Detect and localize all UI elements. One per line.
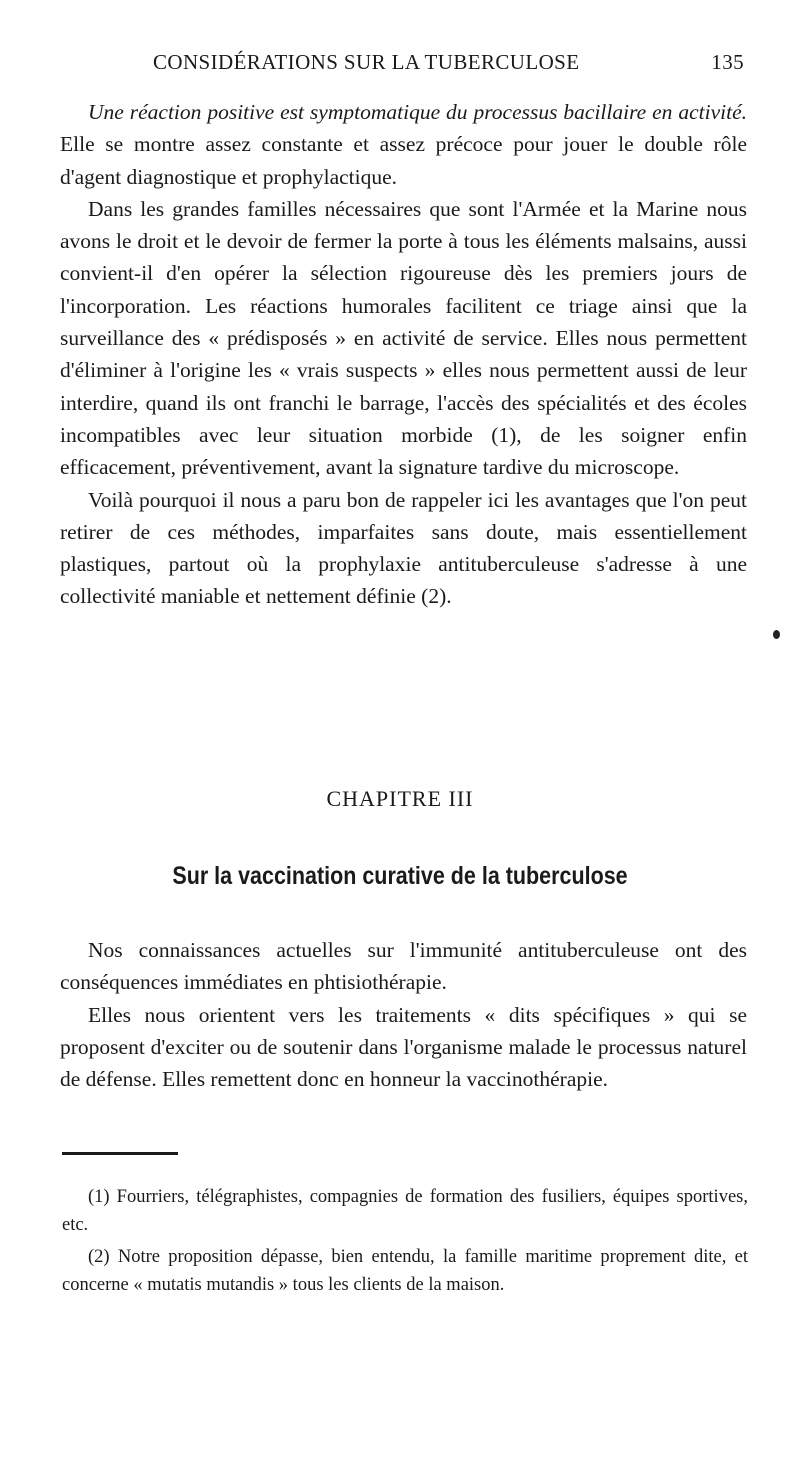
- running-head: [60, 50, 750, 76]
- chapter-title: Sur la vaccination curative de la tuberculose: [172, 862, 628, 890]
- page-number: 135: [711, 50, 744, 74]
- paragraph-4: Nos connaissances actuelles sur l'immunité antituberculeuse ont des conséquences immédiates en phtisiothérapie.: [60, 938, 747, 995]
- paragraph-1-rest: Elle se montre assez constante et assez précoce pour jouer le double rôle d'agent diagnostique et prophylactique.: [60, 132, 747, 189]
- chapter-number: CHAPITRE III: [326, 786, 474, 811]
- footnote-divider: [62, 1152, 178, 1155]
- footnote-1: (1) Fourriers, télégraphistes, compagnies de formation des fusiliers, équipes sportives, etc.: [62, 1187, 748, 1235]
- margin-mark: [773, 630, 780, 639]
- paragraph-3: Voilà pourquoi il nous a paru bon de rappeler ici les avantages que l'on peut retirer de ces méthodes, imparfaites sans doute, mais essentiellement plastiques, partout où la prophylaxie antituberculeuse s'adresse à une collectivité maniable et nettement définie (2).: [60, 487, 747, 609]
- paragraph-5: Elles nous orientent vers les traitements « dits spécifiques » qui se proposent d'exciter ou de soutenir dans l'organisme malade le processus naturel de défense. Elles remettent donc en honneur la vaccinothérapie.: [60, 1002, 747, 1092]
- footnotes: [62, 1183, 748, 1303]
- paragraph-2: Dans les grandes familles nécessaires que sont l'Armée et la Marine nous avons le droit et le devoir de fermer la porte à tous les éléments malsains, aussi convient-il d'en opérer la sélection rigoureuse dès les premiers jours de l'incorporation. Les réactions humorales facilitent ce triage ainsi que la surveillance des « prédisposés » en activité de service. Elles nous permettent d'éliminer à l'origine les « vrais suspects » elles nous permettent aussi de leur interdire, quand ils ont franchi le barrage, l'accès des spécialités et des écoles incompatibles avec leur situation morbide (1), de les soigner enfin efficacement, préventivement, avant la signature tardive du microscope.: [60, 196, 747, 480]
- paragraph-1-italic: Une réaction positive est symptomatique du processus bacillaire en activité.: [88, 100, 747, 124]
- body-section-1: [60, 96, 747, 613]
- running-head-title: CONSIDÉRATIONS SUR LA TUBERCULOSE: [153, 50, 580, 74]
- body-section-2: [60, 934, 747, 1095]
- footnote-2: (2) Notre proposition dépasse, bien entendu, la famille maritime proprement dite, et concerne « mutatis mutandis » tous les clients de la maison.: [62, 1247, 748, 1295]
- paragraph-1: [60, 96, 747, 193]
